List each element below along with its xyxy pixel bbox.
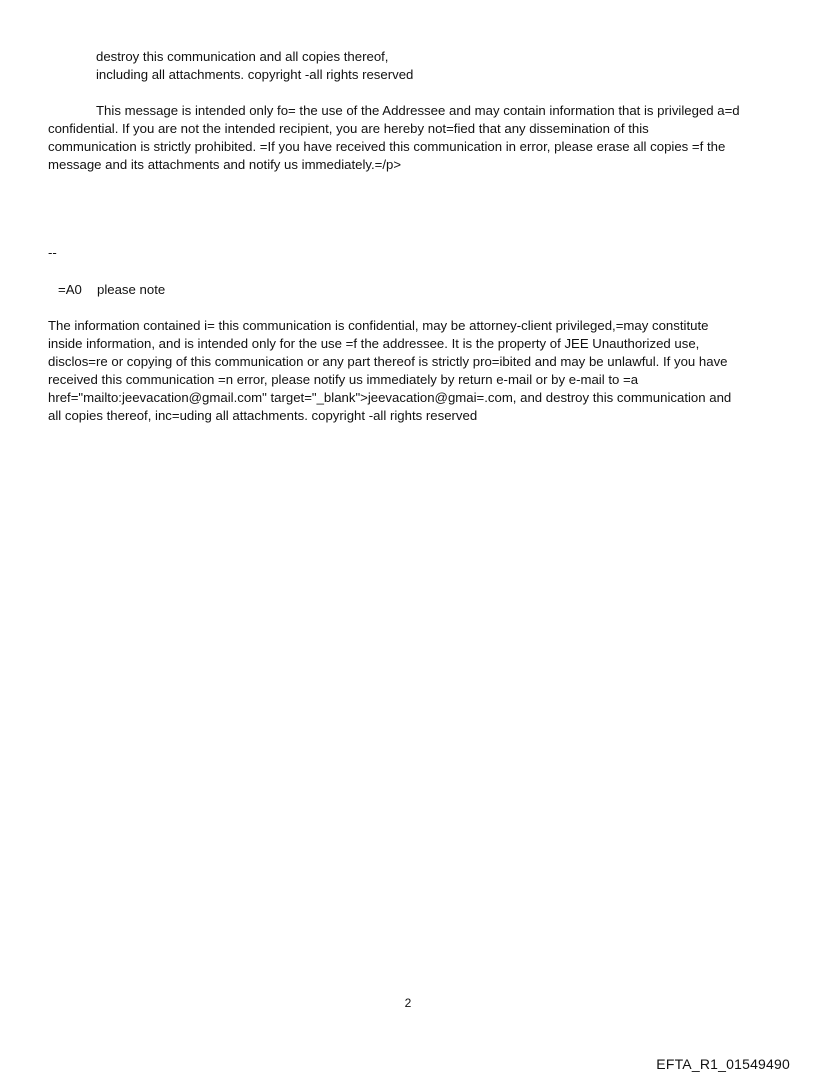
disclaimer-line-5: href="mailto:jeevacation@gmail.com" target="_blank">jeevacation@gmai=.com, and destroy this communication and	[48, 390, 732, 405]
indented-line-2: including all attachments. copyright -all rights reserved	[96, 67, 414, 82]
disclaimer-line-3: disclos=re or copying of this communication or any part thereof is strictly pro=ibited and may be unlawful. If you have	[48, 354, 728, 369]
notice-line-2: confidential. If you are not the intended recipient, you are hereby not=fied that any dissemination of this	[48, 121, 649, 136]
page-number: 2	[404, 996, 412, 1010]
note-code: =A0	[58, 282, 82, 297]
disclaimer-line-1: The information contained i= this communication is confidential, may be attorney-client privileged,=may constitute	[48, 318, 709, 333]
notice-line-1: This message is intended only fo= the use of the Addressee and may contain information that is privileged a=d	[96, 103, 740, 118]
disclaimer-line-4: received this communication =n error, please notify us immediately by return e-mail or by e-mail to =a	[48, 372, 639, 387]
disclaimer-line-2: inside information, and is intended only for the use =f the addressee. It is the property of JEE Unauthorized use,	[48, 336, 700, 351]
notice-line-4: message and its attachments and notify us immediately.=/p>	[48, 157, 402, 172]
disclaimer-line-6: all copies thereof, inc=uding all attachments. copyright -all rights reserved	[48, 408, 478, 423]
notice-line-3: communication is strictly prohibited. =If you have received this communication in error, please erase all copies =f the	[48, 139, 726, 154]
note-label: please note	[97, 282, 166, 297]
separator: --	[48, 245, 57, 260]
bates-number: EFTA_R1_01549490	[656, 1056, 790, 1072]
indented-line-1: destroy this communication and all copies thereof,	[96, 49, 389, 64]
